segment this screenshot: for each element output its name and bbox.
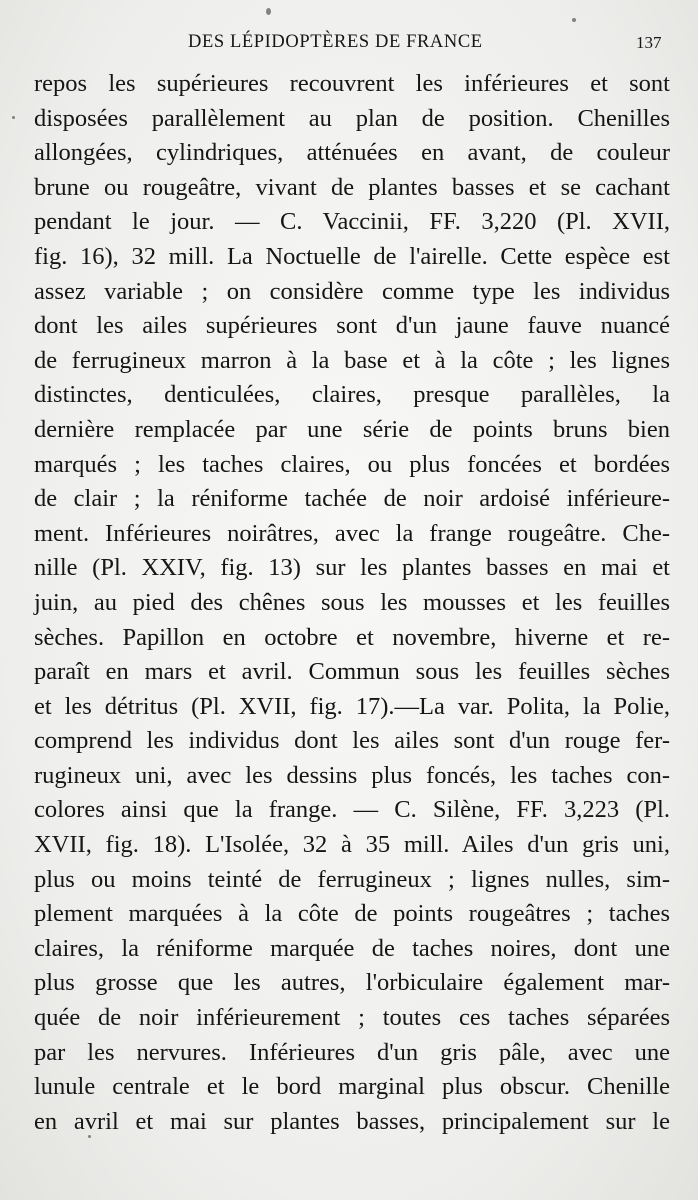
text-line: disposées parallèlement au plan de position. Chenilles: [34, 104, 670, 132]
text-line: de clair ; la réniforme tachée de noir ardoisé inférieure-: [34, 485, 670, 513]
text-line: de ferrugineux marron à la base et à la côte ; les lignes: [34, 346, 670, 374]
text-line: fig. 16), 32 mill. La Noctuelle de l'airelle. Cette espèce est: [34, 242, 670, 270]
print-speck: [12, 116, 15, 119]
print-speck: [572, 18, 576, 22]
text-line: juin, au pied des chênes sous les mousses et les feuilles: [34, 588, 670, 616]
text-line: rugineux uni, avec les dessins plus foncés, les taches con-: [34, 761, 670, 789]
text-line: lunule centrale et le bord marginal plus obscur. Chenille: [34, 1073, 670, 1101]
text-line: distinctes, denticulées, claires, presque parallèles, la: [34, 381, 670, 409]
text-line: comprend les individus dont les ailes sont d'un rouge fer-: [34, 727, 670, 755]
text-line: sèches. Papillon en octobre et novembre, hiverne et re-: [34, 623, 670, 651]
text-line: plement marquées à la côte de points rougeâtres ; taches: [34, 900, 670, 928]
page-number: 137: [636, 33, 662, 52]
text-line: ment. Inférieures noirâtres, avec la frange rougeâtre. Che-: [34, 519, 670, 547]
text-line: nille (Pl. XXIV, fig. 13) sur les plantes basses en mai et: [34, 554, 670, 582]
running-header: [0, 30, 698, 58]
text-line: marqués ; les taches claires, ou plus foncées et bordées: [34, 450, 670, 478]
text-line: colores ainsi que la frange. — C. Silène, FF. 3,223 (Pl.: [34, 796, 670, 824]
text-line: dont les ailes supérieures sont d'un jaune fauve nuancé: [34, 312, 670, 340]
text-line: en avril et mai sur plantes basses, principalement sur le: [34, 1107, 670, 1135]
body-text: [34, 67, 670, 1139]
text-line: pendant le jour. — C. Vaccinii, FF. 3,220 (Pl. XVII,: [34, 208, 670, 236]
print-speck: [88, 1135, 91, 1138]
text-line: brune ou rougeâtre, vivant de plantes basses et se cachant: [34, 173, 670, 201]
text-line: plus grosse que les autres, l'orbiculaire également mar-: [34, 969, 670, 997]
text-line: plus ou moins teinté de ferrugineux ; lignes nulles, sim-: [34, 865, 670, 893]
running-title: DES LÉPIDOPTÈRES DE FRANCE: [188, 32, 483, 52]
text-line: par les nervures. Inférieures d'un gris pâle, avec une: [34, 1038, 670, 1066]
text-line: paraît en mars et avril. Commun sous les feuilles sèches: [34, 658, 670, 686]
print-speck: [266, 8, 271, 15]
text-line: repos les supérieures recouvrent les inférieures et sont: [34, 70, 670, 97]
text-line: allongées, cylindriques, atténuées en avant, de couleur: [34, 139, 670, 167]
text-line: et les détritus (Pl. XVII, fig. 17).—La var. Polita, la Polie,: [34, 692, 670, 720]
text-line: XVII, fig. 18). L'Isolée, 32 à 35 mill. Ailes d'un gris uni,: [34, 831, 670, 859]
text-line: dernière remplacée par une série de points bruns bien: [34, 415, 670, 443]
text-line: quée de noir inférieurement ; toutes ces taches séparées: [34, 1004, 670, 1032]
text-line: assez variable ; on considère comme type les individus: [34, 277, 670, 305]
text-line: claires, la réniforme marquée de taches noires, dont une: [34, 934, 670, 962]
